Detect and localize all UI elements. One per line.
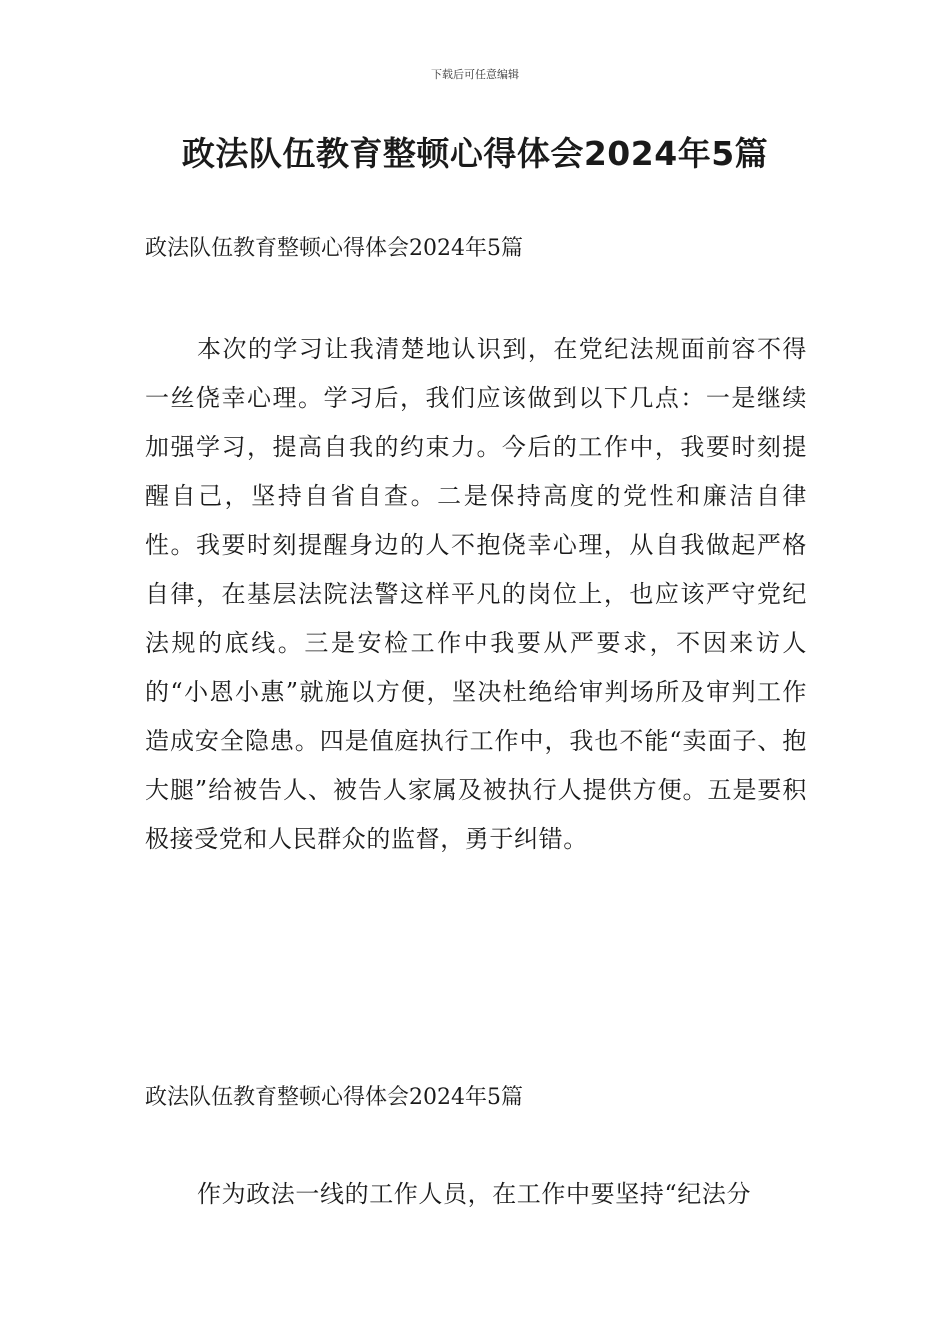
section-heading: 政法队伍教育整顿心得体会2024年5篇 — [145, 1085, 523, 1110]
body-paragraph: 本次的学习让我清楚地认识到，在党纪法规面前容不得一丝侥幸心理。学习后，我们应该做到以下几点：一是继续加强学习，提高自我的约束力。今后的工作中，我要时刻提醒自己，坚持自省自查。二是保持高度的党性和廉洁自律性。我要时刻提醒身边的人不抱侥幸心理，从自我做起严格自律，在基层法院法警这样平凡的岗位上，也应该严守党纪法规的底线。三是安检工作中我要从严要求，不因来访人的“小恩小惠”就施以方便，坚决杜绝给审判场所及审判工作造成安全隐患。四是值庭执行工作中，我也不能“卖面子、抱大腿”给被告人、被告人家属及被执行人提供方便。五是要积极接受党和人民群众的监督，勇于纠错。 — [145, 335, 807, 853]
header-note: 下载后可任意编辑 — [431, 68, 519, 81]
body-paragraph: 作为政法一线的工作人员，在工作中要坚持“纪法分 — [197, 1180, 752, 1208]
section-heading: 政法队伍教育整顿心得体会2024年5篇 — [145, 236, 523, 261]
document-title: 政法队伍教育整顿心得体会2024年5篇 — [181, 134, 769, 173]
